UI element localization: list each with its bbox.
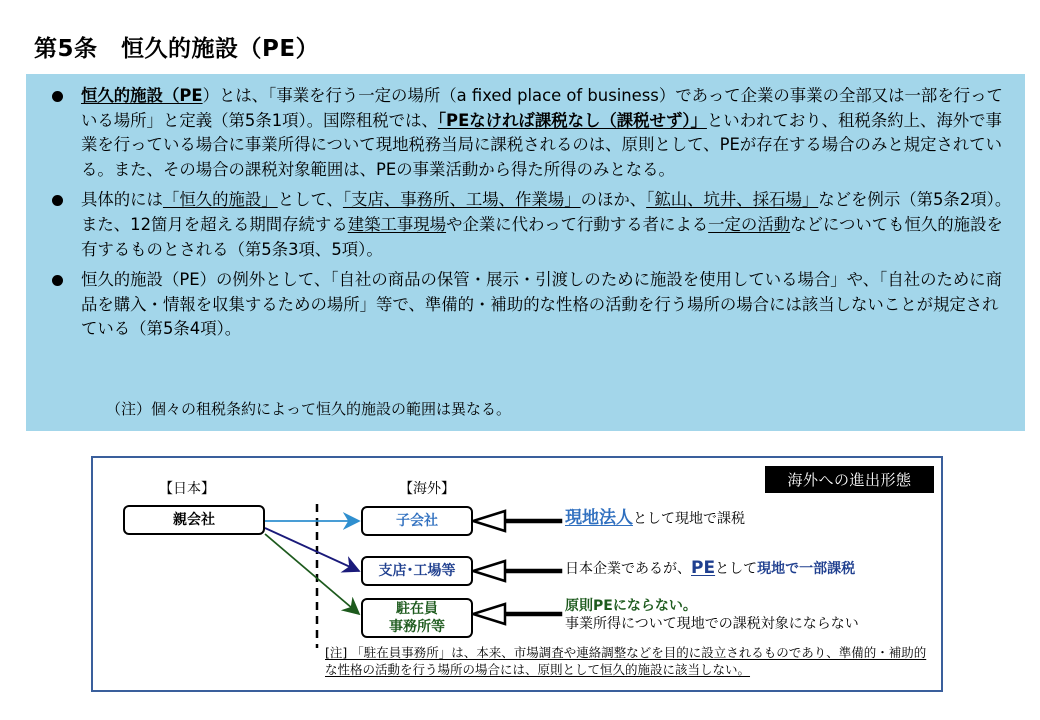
bullet1-text: ）とは、「事業を行う一定の場所（a fixed place of business）であって企業の事業の全部又は一部を行っている場所」と定義（第5条1項）。国際租税では、 (81, 86, 1003, 130)
expansion-diagram (91, 456, 943, 692)
subsidiary-tax-text (565, 509, 745, 528)
bullet2-text: などについても恒久的施設を有するものとされる（第5条3項、5項）。 (81, 214, 1003, 259)
arrow-to-branch (265, 528, 359, 571)
bullet-list (52, 84, 1012, 348)
subsidiary-box: 子会社 (361, 506, 473, 536)
bullet3-text: 恒久的施設（PE）の例外として、「自社の商品の保管・展示・引渡しのために施設を使用している場合」や、「自社のために商品を購入・情報を収集するための場所」等で、準備的・補助的な性格の活動を行う場所の場合には該当しないことが規定されている（第5条4項）。 (81, 270, 1003, 339)
bullet2-activity: 一定の活動 (708, 214, 791, 234)
branch-box: 支店･工場等 (361, 556, 473, 586)
bullet2-examples-2: 「鉱山、坑井、採石場」 (646, 190, 819, 210)
block-arrow-branch (473, 561, 561, 581)
bullet-item-3 (52, 268, 1012, 342)
bullet1-text-2: といわれており、租税条約上、海外で事業を行っている場合に事業所得について現地税務当局に課税されるのは、原則として、PEが存在する場合のみと規定されている。また、その場合の課税対象範囲は、PEの事業活動から得た所得のみとなる。 (81, 110, 1003, 179)
block-arrow-subsidiary (473, 511, 561, 531)
overseas-label: 【海外】 (399, 481, 455, 497)
bullet-item-1 (52, 84, 1012, 182)
parent-company-box: 親会社 (123, 505, 265, 535)
block-arrow-office (473, 604, 561, 624)
bullet2-construction: 建築工事現場 (347, 214, 447, 234)
partial-tax-label: 現地で一部課税 (757, 561, 856, 577)
bullet2-text: のほか、 (580, 190, 647, 210)
bullet-dot-icon (52, 275, 63, 286)
rep-office-line2: 事務所等 (389, 619, 445, 635)
branch-tax-pre: 日本企業であるが、 (565, 561, 691, 577)
bullet2-text: として、 (277, 190, 343, 210)
bullet1-term: 恒久的施設（PE (81, 86, 203, 105)
bullet2-text: などを例示（第5条2項）。また、12箇月を超える期間存続する (81, 190, 1012, 234)
bullet-dot-icon (52, 91, 63, 102)
japan-label: 【日本】 (159, 481, 215, 497)
bullet2-text: 具体的には (81, 190, 163, 210)
branch-tax-text (565, 559, 855, 578)
pe-label: PE (691, 558, 716, 578)
panel-note: （注）個々の租税条約によって恒久的施設の範囲は異なる。 (106, 400, 512, 418)
bullet2-term: 「恒久的施設」 (162, 190, 278, 210)
page-title: 第5条 恒久的施設（PE） (34, 36, 320, 62)
local-corp-label: 現地法人 (565, 508, 633, 528)
bullet-dot-icon (52, 195, 63, 206)
rep-office-box (361, 598, 473, 638)
bullet-item-2 (52, 188, 1012, 262)
expansion-badge: 海外への進出形態 (765, 466, 934, 493)
rep-office-line1: 駐在員 (396, 601, 438, 617)
subsidiary-tax-desc: として現地で課税 (633, 511, 745, 527)
bullet1-maxim: 「PEなければ課税なし（課税せず）」 (437, 110, 707, 130)
office-tax-text (565, 597, 859, 633)
bullet2-text: や企業に代わって行動する者による (446, 214, 709, 234)
not-pe-label: 原則PEにならない。 (565, 598, 697, 614)
arrow-to-office (265, 534, 359, 614)
office-tax-desc: 事業所得について現地での課税対象にならない (565, 616, 859, 632)
branch-tax-mid: として (715, 561, 758, 577)
bullet2-examples-1: 「支店、事務所、工場、作業場」 (342, 190, 581, 210)
diagram-footnote: [注] 「駐在員事務所」は、本来、市場調査や連絡調整などを目的に設立されるものであり、準備的・補助的な性格の活動を行う場所の場合には、原則として恒久的施設に該当しない。 (325, 645, 927, 677)
